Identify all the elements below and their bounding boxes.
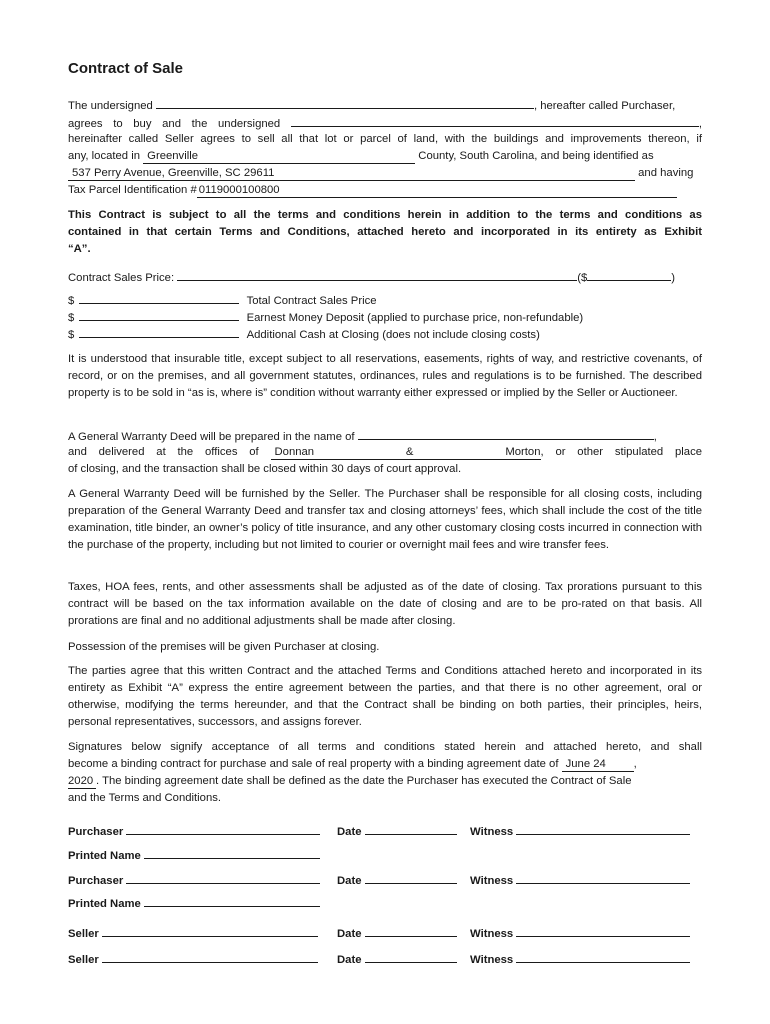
taxes-paragraph: Taxes, HOA fees, rents, and other assessments shall be adjusted as of the date of closing. Tax prorations pursuant to this contract will be based on the tax information available on the date of closing and are to be pro-rated on that basis. All prorations are final and no additional adjustments shall be made after closing.	[68, 581, 702, 627]
intro-text: , hereafter called Purchaser,	[533, 100, 676, 112]
purchaser-1-witness-line[interactable]	[516, 822, 690, 835]
seller-name-blank[interactable]	[291, 114, 699, 127]
seller-2-signature-line[interactable]	[102, 950, 318, 963]
price-words-blank[interactable]	[177, 268, 577, 281]
intro-line-1	[68, 96, 702, 115]
additional-cash-blank[interactable]	[79, 325, 239, 338]
witness-label: Witness	[470, 826, 514, 838]
exhibit-clause-line-3: “A”.	[68, 243, 91, 255]
seller-2-date	[337, 950, 457, 966]
purchaser-2-printed-name	[68, 894, 320, 910]
intro-text: agrees to buy and the undersigned	[68, 118, 281, 130]
purchaser-2-signature	[68, 871, 320, 887]
printed-name-label: Printed Name	[68, 850, 141, 862]
deed-text: A General Warranty Deed will be prepared in the name of	[68, 431, 355, 443]
deed-text: and delivered at the offices of	[68, 446, 259, 458]
seller-2-date-line[interactable]	[365, 950, 457, 963]
intro-text: County, South Carolina, and being identified as	[418, 150, 654, 162]
witness-label: Witness	[470, 928, 514, 940]
seller-1-date-line[interactable]	[365, 924, 457, 937]
intro-text: and having	[638, 167, 694, 179]
purchaser-1-date	[337, 822, 457, 838]
amount-label: Additional Cash at Closing (does not include closing costs)	[246, 329, 540, 341]
exhibit-clause-line-2: contained in that certain Terms and Conditions, attached hereto and incorporated in its entirety as Exhibit	[68, 226, 702, 238]
dollar-sign: $	[68, 329, 75, 341]
purchaser-2-printed-name-line[interactable]	[144, 894, 320, 907]
purchaser-name-blank[interactable]	[156, 96, 534, 109]
amount-row-additional	[68, 325, 540, 344]
county-field[interactable]: Greenville	[143, 150, 415, 164]
possession-paragraph: Possession of the premises will be given Purchaser at closing.	[68, 641, 380, 653]
purchaser-2-date-line[interactable]	[365, 871, 457, 884]
purchaser-1-signature	[68, 822, 320, 838]
seller-2-witness-line[interactable]	[516, 950, 690, 963]
seller-2-witness	[470, 950, 690, 966]
signatures-clause-line-2	[68, 756, 702, 773]
signatures-clause-line-3	[68, 773, 702, 790]
seller-1-witness	[470, 924, 690, 940]
deed-text: ,	[653, 431, 657, 443]
purchaser-1-signature-line[interactable]	[126, 822, 320, 835]
purchaser-2-signature-line[interactable]	[126, 871, 320, 884]
contract-sales-price-label: Contract Sales Price:	[68, 272, 175, 284]
deed-text: , or other stipulated place	[540, 446, 702, 458]
signatures-clause-line-4: and the Terms and Conditions.	[68, 792, 222, 804]
agreement-year-field[interactable]: 2020	[68, 775, 96, 789]
signatures-text: . The binding agreement date shall be defined as the date the Purchaser has executed the Contract of Sale	[96, 775, 632, 787]
seller-1-signature-line[interactable]	[102, 924, 318, 937]
purchaser-1-date-line[interactable]	[365, 822, 457, 835]
intro-line-5	[68, 165, 702, 182]
attorney-office-field[interactable]: Donnan & Morton	[271, 446, 541, 460]
seller-2-signature	[68, 950, 318, 966]
deed-line-2	[68, 444, 702, 461]
seller-1-signature	[68, 924, 318, 940]
title-paragraph: It is understood that insurable title, except subject to all reservations, easements, rights of way, and restrictive covenants, of record, or on the premises, and all government statutes, ordinances, rules and regulations is to be furnished. The described property is to be sold in “as is, where is” condition without warranty either expressed or implied by the Seller or Auctioneer.	[68, 353, 702, 399]
intro-text: any, located in	[68, 150, 141, 162]
signatures-text: ,	[633, 758, 637, 770]
earnest-money-blank[interactable]	[79, 308, 239, 321]
price-number-blank[interactable]	[587, 268, 671, 281]
witness-label: Witness	[470, 875, 514, 887]
signatures-text: become a binding contract for purchase and sale of real property with a binding agreement date of	[68, 758, 559, 770]
intro-line-6	[68, 182, 702, 199]
dollar-sign: $	[68, 295, 75, 307]
closing-costs-paragraph: A General Warranty Deed will be furnished by the Seller. The Purchaser shall be responsible for all closing costs, including preparation of the General Warranty Deed and transfer tax and closing attorneys’ fees, which shall include the cost of the title examination, title binder, an owner’s policy of title insurance, and any other customary closing costs incurred in connection with the purchase of the property, including but not limited to courier or overnight mail fees and wire transfer fees.	[68, 488, 702, 551]
deed-name-blank[interactable]	[358, 427, 654, 440]
exhibit-clause-line-1: This Contract is subject to all the terms and conditions herein in addition to the terms and conditions as	[68, 209, 702, 221]
purchaser-1-printed-name	[68, 846, 320, 862]
address-field[interactable]: 537 Perry Avenue, Greenville, SC 29611	[68, 167, 635, 181]
intro-line-4	[68, 148, 702, 165]
total-price-blank[interactable]	[79, 291, 239, 304]
seller-label: Seller	[68, 954, 99, 966]
tax-parcel-label: Tax Parcel Identification #	[68, 184, 197, 196]
dollar-sign: $	[68, 312, 75, 324]
seller-1-date	[337, 924, 457, 940]
date-label: Date	[337, 954, 362, 966]
seller-label: Seller	[68, 928, 99, 940]
purchaser-label: Purchaser	[68, 826, 124, 838]
tax-parcel-field[interactable]: 0119000100800	[197, 184, 677, 198]
printed-name-label: Printed Name	[68, 898, 141, 910]
purchaser-2-witness-line[interactable]	[516, 871, 690, 884]
intro-text: The undersigned	[68, 100, 153, 112]
deed-line-3: of closing, and the transaction shall be closed within 30 days of court approval.	[68, 463, 462, 475]
price-paren: ($	[577, 272, 588, 284]
seller-1-witness-line[interactable]	[516, 924, 690, 937]
date-label: Date	[337, 875, 362, 887]
purchaser-2-witness	[470, 871, 690, 887]
date-label: Date	[337, 826, 362, 838]
purchaser-1-witness	[470, 822, 690, 838]
witness-label: Witness	[470, 954, 514, 966]
price-paren: )	[671, 272, 676, 284]
purchaser-label: Purchaser	[68, 875, 124, 887]
purchaser-2-date	[337, 871, 457, 887]
agreement-date-field[interactable]: June 24	[562, 758, 634, 772]
intro-text: ,	[698, 118, 703, 130]
signatures-clause-line-1: Signatures below signify acceptance of all terms and conditions stated herein and attached hereto, and shall	[68, 741, 702, 753]
entire-agreement-paragraph: The parties agree that this written Contract and the attached Terms and Conditions attached hereto and incorporated in its entirety as Exhibit “A” express the entire agreement between the parties, and that there is no other agreement, oral or otherwise, modifying the terms hereunder, and that the Contract shall be binding on both parties, their principles, heirs, personal representatives, successors, and assigns forever.	[68, 665, 702, 728]
contract-sales-price-row	[68, 268, 702, 287]
date-label: Date	[337, 928, 362, 940]
page-title: Contract of Sale	[68, 60, 184, 77]
amount-label: Earnest Money Deposit (applied to purchase price, non-refundable)	[246, 312, 584, 324]
intro-line-3: hereinafter called Seller agrees to sell all that lot or parcel of land, with the buildings and improvements thereon, if	[68, 133, 702, 145]
purchaser-1-printed-name-line[interactable]	[144, 846, 320, 859]
amount-label: Total Contract Sales Price	[246, 295, 377, 307]
